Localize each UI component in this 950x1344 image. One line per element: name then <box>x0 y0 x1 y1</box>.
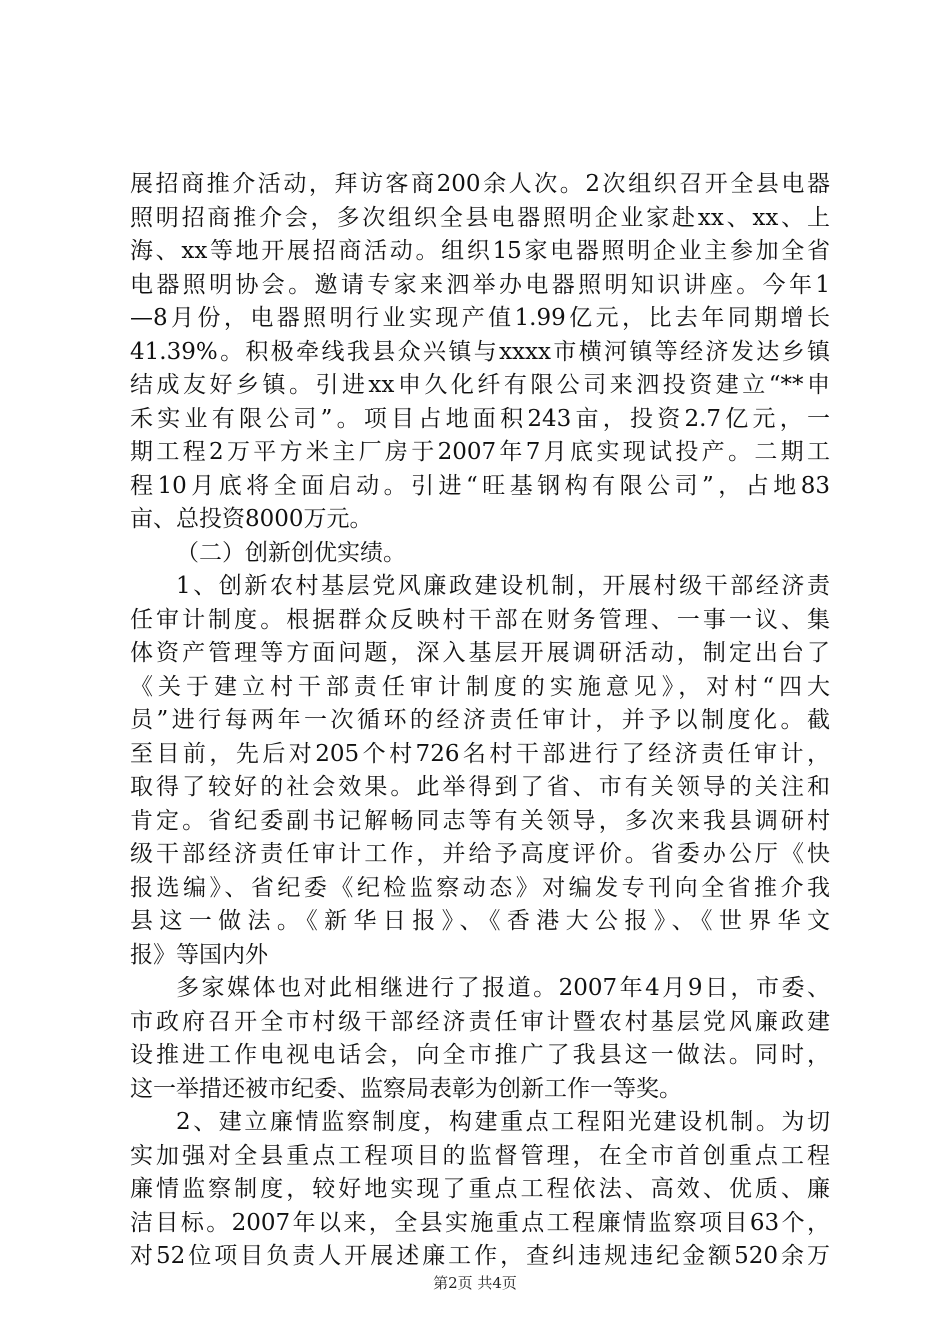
text-line: 实加强对全县重点工程项目的监督管理，在全市首创重点工程 <box>130 1142 830 1169</box>
text-line: 展招商推介活动，拜访客商200余人次。2次组织召开全县电器 <box>130 171 830 197</box>
text-line: 体资产管理等方面问题，深入基层开展调研活动，制定出台了 <box>130 640 830 666</box>
text-line: 取得了较好的社会效果。此举得到了省、市有关领导的关注和 <box>130 774 830 800</box>
text-line: 程10月底将全面启动。引进“旺基钢构有限公司”，占地83 <box>130 472 830 499</box>
text-line: 报选编》、省纪委《纪检监察动态》对编发专刊向全省推介我 <box>130 874 830 901</box>
text-line: 设推进工作电视电话会，向全市推广了我县这一做法。同时， <box>130 1042 830 1068</box>
text-line: 县这一做法。《新华日报》、《香港大公报》、《世界华文 <box>130 908 830 934</box>
document-body <box>130 168 830 1274</box>
text-line: 电器照明协会。邀请专家来泗举办电器照明知识讲座。今年1 <box>130 271 830 298</box>
text-line: 至目前，先后对205个村726名村干部进行了经济责任审计， <box>130 740 830 767</box>
text-line: 报》等国内外 <box>130 941 268 968</box>
text-line: 海、xx等地开展招商活动。组织15家电器照明企业主参加全省 <box>130 238 830 264</box>
text-line: 级干部经济责任审计工作，并给予高度评价。省委办公厅《快 <box>130 841 830 867</box>
text-line: —8月份，电器照明行业实现产值1.99亿元，比去年同期增长 <box>130 305 830 331</box>
text-line: 对52位项目负责人开展述廉工作，查纠违规违纪金额520余万 <box>130 1243 830 1269</box>
text-line: 2、建立廉情监察制度，构建重点工程阳光建设机制。为切 <box>176 1109 830 1135</box>
text-line: 41.39%。积极牵线我县众兴镇与xxxx市横河镇等经济发达乡镇 <box>130 338 830 365</box>
text-line: 亩、总投资8000万元。 <box>130 506 373 532</box>
text-line: 洁目标。2007年以来，全县实施重点工程廉情监察项目63个， <box>130 1209 830 1236</box>
text-line: 多家媒体也对此相继进行了报道。2007年4月9日，市委、 <box>176 975 830 1001</box>
text-line: 市政府召开全市村级干部经济责任审计暨农村基层党风廉政建 <box>130 1008 830 1035</box>
text-line: 《关于建立村干部责任审计制度的实施意见》，对村“四大 <box>130 673 830 700</box>
text-line: 员”进行每两年一次循环的经济责任审计，并予以制度化。截 <box>130 707 830 733</box>
text-line: 结成友好乡镇。引进xx申久化纤有限公司来泗投资建立“**申 <box>130 372 830 398</box>
text-line: 廉情监察制度，较好地实现了重点工程依法、高效、优质、廉 <box>130 1176 830 1202</box>
text-line: 任审计制度。根据群众反映村干部在财务管理、一事一议、集 <box>130 606 830 633</box>
text-line: 期工程2万平方米主厂房于2007年7月底实现试投产。二期工 <box>130 439 830 465</box>
text-line: 肯定。省纪委副书记解畅同志等有关领导，多次来我县调研村 <box>130 807 830 834</box>
text-line: 照明招商推介会，多次组织全县电器照明企业家赴xx、xx、上 <box>130 204 830 231</box>
text-line: 这一举措还被市纪委、监察局表彰为创新工作一等奖。 <box>130 1075 682 1102</box>
page-number: 第2页 共4页 <box>433 1274 517 1292</box>
text-line: 1、创新农村基层党风廉政建设机制，开展村级干部经济责 <box>176 573 830 599</box>
section-heading: （二）创新创优实绩。 <box>176 539 406 566</box>
text-line: 禾实业有限公司”。项目占地面积243亩，投资2.7亿元，一 <box>130 405 830 432</box>
